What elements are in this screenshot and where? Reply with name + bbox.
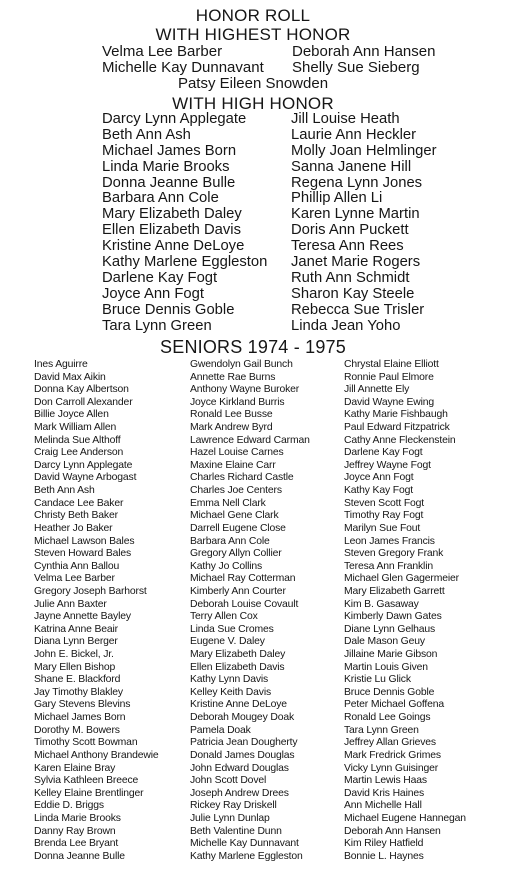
honor-name: Teresa Ann Rees	[291, 238, 404, 255]
honor-name: Beth Ann Ash	[102, 126, 191, 143]
senior-name: Joyce Kirkland Burris	[190, 396, 285, 408]
senior-name: Donna Kay Albertson	[34, 384, 129, 396]
senior-name: David Max Aikin	[34, 371, 106, 383]
senior-name: Steven Howard Bales	[34, 548, 132, 560]
senior-name: Ronnie Paul Elmore	[344, 371, 434, 383]
senior-name: Timothy Ray Fogt	[344, 510, 424, 522]
senior-name: Melinda Sue Althoff	[34, 434, 121, 446]
high-honor-left-list	[102, 112, 267, 334]
senior-name: Annette Rae Burns	[190, 371, 276, 383]
senior-name: Ann Michelle Hall	[344, 800, 422, 812]
senior-name: Anthony Wayne Buroker	[190, 384, 300, 396]
senior-name: Gary Stevens Blevins	[34, 699, 131, 711]
highest-honor-center-name: Patsy Eileen Snowden	[177, 75, 329, 92]
senior-name: Chrystal Elaine Elliott	[344, 359, 439, 370]
senior-name: Heather Jo Baker	[34, 522, 113, 534]
senior-name: Donald James Douglas	[190, 749, 295, 761]
senior-name: Diane Lynn Gelhaus	[344, 623, 436, 635]
senior-name: Billie Joyce Allen	[34, 409, 109, 421]
honor-name: Laurie Ann Heckler	[291, 126, 417, 143]
senior-name: Peter Michael Goffena	[344, 699, 445, 711]
senior-name: Linda Marie Brooks	[34, 812, 121, 824]
senior-name: Gregory Allyn Collier	[190, 548, 282, 560]
senior-name: Dale Mason Geuy	[344, 636, 425, 648]
senior-name: Kathy Marie Fishbaugh	[344, 409, 448, 421]
honor-name: Rebecca Sue Trisler	[291, 301, 425, 318]
senior-name: Michael Gene Clark	[190, 510, 279, 522]
senior-name: Martin Lewis Haas	[344, 775, 427, 787]
senior-name: Dorothy M. Bowers	[34, 724, 120, 736]
senior-name: Kelley Keith Davis	[190, 686, 272, 698]
senior-name: Ines Aguirre	[34, 359, 88, 370]
honor-name: Kathy Marlene Eggleston	[102, 254, 268, 271]
honor-name: Michael James Born	[102, 142, 237, 159]
senior-name: Teresa Ann Franklin	[344, 560, 433, 572]
senior-name: Terry Allen Cox	[190, 611, 258, 623]
senior-name: Vicky Lynn Guisinger	[344, 762, 439, 774]
senior-name: Steven Gregory Frank	[344, 548, 444, 560]
honor-name: Phillip Allen Li	[291, 190, 383, 207]
senior-name: Velma Lee Barber	[34, 573, 115, 585]
honor-roll-title: HONOR ROLL	[195, 6, 311, 25]
honor-name: Joyce Ann Fogt	[102, 285, 204, 302]
honor-name: Karen Lynne Martin	[291, 206, 420, 223]
high-honor-right-list	[291, 112, 437, 334]
senior-name: Mark Fredrick Grimes	[344, 749, 441, 761]
senior-name: Kimberly Ann Courter	[190, 585, 286, 597]
honor-name: Darlene Kay Fogt	[102, 269, 218, 286]
honor-name: Regena Lynn Jones	[291, 174, 423, 191]
senior-name: Katrina Anne Beair	[34, 623, 118, 635]
senior-name: Julie Lynn Dunlap	[190, 812, 270, 824]
honor-name: Ellen Elizabeth Davis	[102, 222, 241, 239]
honor-name: Barbara Ann Cole	[102, 190, 219, 207]
honor-name: Janet Marie Rogers	[291, 254, 421, 271]
senior-name: Mary Ellen Bishop	[34, 661, 116, 673]
senior-name: Jill Annette Ely	[344, 384, 410, 396]
senior-name: David Wayne Ewing	[344, 396, 435, 408]
senior-name: Michael Eugene Hannegan	[344, 812, 466, 824]
senior-name: Rickey Ray Driskell	[190, 800, 277, 812]
senior-name: Deborah Ann Hansen	[344, 825, 441, 837]
senior-name: Beth Valentine Dunn	[190, 825, 282, 837]
senior-name: Hazel Louise Carnes	[190, 447, 284, 459]
honor-name: Doris Ann Puckett	[291, 222, 409, 239]
senior-name: Christy Beth Baker	[34, 510, 118, 522]
senior-name: Ellen Elizabeth Davis	[190, 661, 285, 673]
senior-name: Ronald Lee Goings	[344, 712, 431, 724]
senior-name: Martin Louis Given	[344, 661, 428, 673]
senior-name: Cathy Anne Fleckenstein	[344, 434, 456, 446]
honor-name: Linda Jean Yoho	[291, 317, 401, 334]
senior-name: Jeffrey Wayne Fogt	[344, 459, 431, 471]
senior-name: Kim B. Gasaway	[344, 598, 419, 610]
senior-name: Kathy Jo Collins	[190, 560, 263, 572]
senior-name: Darcy Lynn Applegate	[34, 459, 133, 471]
highest-honor-right-list	[292, 44, 435, 75]
senior-name: Marilyn Sue Fout	[344, 522, 421, 534]
senior-name: Deborah Louise Covault	[190, 598, 299, 610]
senior-name: Diana Lynn Berger	[34, 636, 118, 648]
senior-name: Gwendolyn Gail Bunch	[190, 359, 293, 370]
seniors-column-1	[34, 359, 158, 863]
senior-name: Michael Anthony Brandewie	[34, 749, 159, 761]
senior-name: Craig Lee Anderson	[34, 447, 124, 459]
honor-name: Ruth Ann Schmidt	[291, 269, 410, 286]
senior-name: Linda Sue Cromes	[190, 623, 274, 635]
honor-name: Darcy Lynn Applegate	[102, 111, 247, 127]
senior-name: Deborah Mougey Doak	[190, 712, 295, 724]
senior-name: Julie Ann Baxter	[34, 598, 107, 610]
senior-name: Gregory Joseph Barhorst	[34, 585, 147, 597]
senior-name: John Edward Douglas	[190, 762, 289, 774]
senior-name: Karen Elaine Bray	[34, 762, 116, 774]
senior-name: Mark William Allen	[34, 422, 117, 434]
senior-name: Kelley Elaine Brentlinger	[34, 787, 144, 799]
senior-name: Jay Timothy Blakley	[34, 686, 123, 698]
honor-name: Deborah Ann Hansen	[292, 43, 436, 60]
senior-name: Ronald Lee Busse	[190, 409, 273, 421]
senior-name: Michelle Kay Dunnavant	[190, 838, 299, 850]
highest-honor-heading: WITH HIGHEST HONOR	[155, 25, 351, 44]
senior-name: John Scott Dovel	[190, 775, 267, 787]
senior-name: Mary Elizabeth Garrett	[344, 585, 445, 597]
senior-name: Michael Lawson Bales	[34, 535, 135, 547]
honor-name: Velma Lee Barber	[102, 43, 223, 60]
senior-name: Charles Joe Centers	[190, 485, 282, 497]
senior-name: Michael James Born	[34, 712, 126, 724]
senior-name: Charles Richard Castle	[190, 472, 294, 484]
honor-name: Jill Louise Heath	[291, 111, 400, 127]
high-honor-heading: WITH HIGH HONOR	[172, 94, 334, 113]
senior-name: Joseph Andrew Drees	[190, 787, 289, 799]
senior-name: Joyce Ann Fogt	[344, 472, 414, 484]
seniors-column-2	[190, 359, 310, 863]
senior-name: Beth Ann Ash	[34, 485, 95, 497]
senior-name: Lawrence Edward Carman	[190, 434, 310, 446]
senior-name: Patricia Jean Dougherty	[190, 737, 298, 749]
senior-name: David Wayne Arbogast	[34, 472, 137, 484]
honor-name: Bruce Dennis Goble	[102, 301, 235, 318]
senior-name: Eugene V. Daley	[190, 636, 265, 648]
senior-name: David Kris Haines	[344, 787, 425, 799]
senior-name: Kathy Marlene Eggleston	[190, 850, 303, 862]
honor-name: Sharon Kay Steele	[291, 285, 415, 302]
senior-name: Brenda Lee Bryant	[34, 838, 119, 850]
honor-name: Kristine Anne DeLoye	[102, 238, 245, 255]
senior-name: Steven Scott Fogt	[344, 497, 425, 509]
senior-name: Timothy Scott Bowman	[34, 737, 138, 749]
senior-name: Tara Lynn Green	[344, 724, 419, 736]
senior-name: Don Carroll Alexander	[34, 396, 133, 408]
senior-name: Michael Ray Cotterman	[190, 573, 296, 585]
senior-name: Emma Nell Clark	[190, 497, 266, 509]
senior-name: Kim Riley Hatfield	[344, 838, 424, 850]
senior-name: Eddie D. Briggs	[34, 800, 104, 812]
honor-name: Mary Elizabeth Daley	[102, 206, 242, 223]
senior-name: Candace Lee Baker	[34, 497, 124, 509]
senior-name: Mary Elizabeth Daley	[190, 649, 286, 661]
senior-name: Bonnie L. Haynes	[344, 850, 424, 862]
senior-name: Shane E. Blackford	[34, 674, 121, 686]
senior-name: Mark Andrew Byrd	[190, 422, 273, 434]
honor-name: Michelle Kay Dunnavant	[102, 58, 264, 76]
senior-name: Kimberly Dawn Gates	[344, 611, 442, 623]
senior-name: John E. Bickel, Jr.	[34, 649, 114, 661]
senior-name: Jillaine Marie Gibson	[344, 649, 438, 661]
senior-name: Jeffrey Allan Grieves	[344, 737, 436, 749]
senior-name: Pamela Doak	[190, 724, 251, 736]
senior-name: Kathy Kay Fogt	[344, 485, 413, 497]
senior-name: Kathy Lynn Davis	[190, 674, 269, 686]
highest-honor-left-list	[102, 44, 264, 75]
senior-name: Darrell Eugene Close	[190, 522, 286, 534]
honor-name: Tara Lynn Green	[102, 317, 212, 334]
senior-name: Jayne Annette Bayley	[34, 611, 131, 623]
senior-name: Sylvia Kathleen Breece	[34, 775, 139, 787]
senior-name: Bruce Dennis Goble	[344, 686, 435, 698]
seniors-heading: SENIORS 1974 - 1975	[160, 337, 346, 357]
honor-name: Donna Jeanne Bulle	[102, 174, 236, 191]
senior-name: Kristine Anne DeLoye	[190, 699, 287, 711]
senior-name: Darlene Kay Fogt	[344, 447, 423, 459]
senior-name: Danny Ray Brown	[34, 825, 116, 837]
senior-name: Donna Jeanne Bulle	[34, 850, 125, 862]
senior-name: Michael Glen Gagermeier	[344, 573, 459, 585]
senior-name: Kristie Lu Glick	[344, 674, 411, 686]
seniors-column-3	[344, 359, 466, 863]
senior-name: Maxine Elaine Carr	[190, 459, 276, 471]
honor-name: Molly Joan Helmlinger	[291, 142, 437, 159]
honor-name: Linda Marie Brooks	[102, 158, 230, 175]
honor-name: Shelly Sue Sieberg	[292, 58, 420, 76]
senior-name: Leon James Francis	[344, 535, 435, 547]
senior-name: Paul Edward Fitzpatrick	[344, 422, 450, 434]
senior-name: Cynthia Ann Ballou	[34, 560, 120, 572]
senior-name: Barbara Ann Cole	[190, 535, 270, 547]
honor-name: Sanna Janene Hill	[291, 158, 412, 175]
